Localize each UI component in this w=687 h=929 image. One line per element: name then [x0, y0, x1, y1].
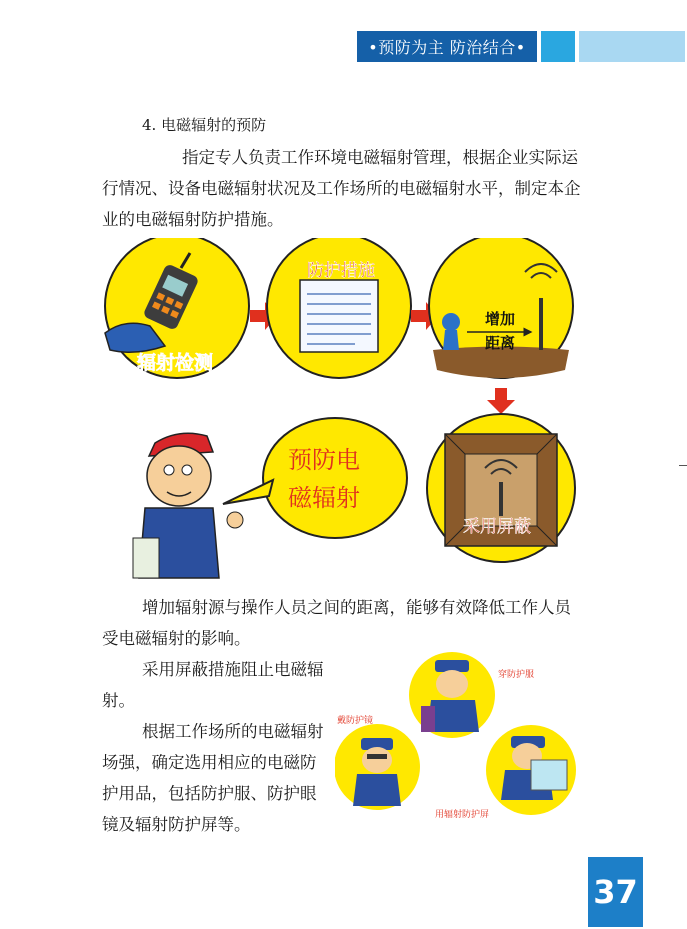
bubble-line-1: 预防电	[288, 446, 360, 474]
header-title: •预防为主 防治结合•	[357, 31, 537, 62]
protective-gear-illustration	[335, 650, 585, 840]
step3-label-a: 增加	[485, 310, 516, 328]
label-suit: 穿防护服	[498, 670, 535, 680]
distance-circle	[429, 238, 573, 378]
paragraph-distance: 增加辐射源与操作人员之间的距离，能够有效降低工作人员受电磁辐射的影响。	[102, 598, 571, 648]
suit-circle	[409, 652, 534, 738]
worker-cartoon	[133, 433, 243, 578]
paragraph-management: 指定专人负责工作环境电磁辐射管理，根据企业实际运行情况、设备电磁辐射状况及工作场所的电磁辐射水平，制定本企业的电磁辐射防护措施。	[102, 148, 581, 229]
step1-label: 辐射检测	[137, 352, 214, 374]
header-decoration-square	[541, 31, 575, 62]
step3-label-b: 距离	[485, 334, 516, 352]
speech-bubble	[223, 418, 407, 538]
arrow-down-icon	[487, 388, 515, 414]
label-screen: 用辐射防护屏	[435, 810, 490, 820]
screen-circle	[435, 725, 576, 820]
measures-circle	[267, 238, 411, 378]
page-edge-mark	[679, 465, 687, 466]
detection-circle	[105, 238, 249, 378]
paragraph-protective-gear: 根据工作场所的电磁辐射场强，确定选用相应的电磁防护用品，包括防护服、防护眼镜及辐射防护屏等。	[102, 722, 324, 834]
page-number: 37	[588, 857, 643, 927]
paragraph-shielding: 采用屏蔽措施阻止电磁辐射。	[102, 660, 324, 710]
prevention-flow-illustration	[95, 238, 590, 583]
glasses-circle	[335, 714, 420, 810]
header-decoration-bar	[579, 31, 685, 62]
step4-label: 采用屏蔽	[463, 517, 531, 537]
section-title: 4. 电磁辐射的预防	[142, 116, 267, 134]
label-glasses: 戴防护镜	[337, 716, 374, 726]
shielding-circle	[427, 414, 575, 562]
bubble-line-2: 磁辐射	[288, 484, 360, 512]
step2-label: 防护措施	[307, 261, 375, 281]
